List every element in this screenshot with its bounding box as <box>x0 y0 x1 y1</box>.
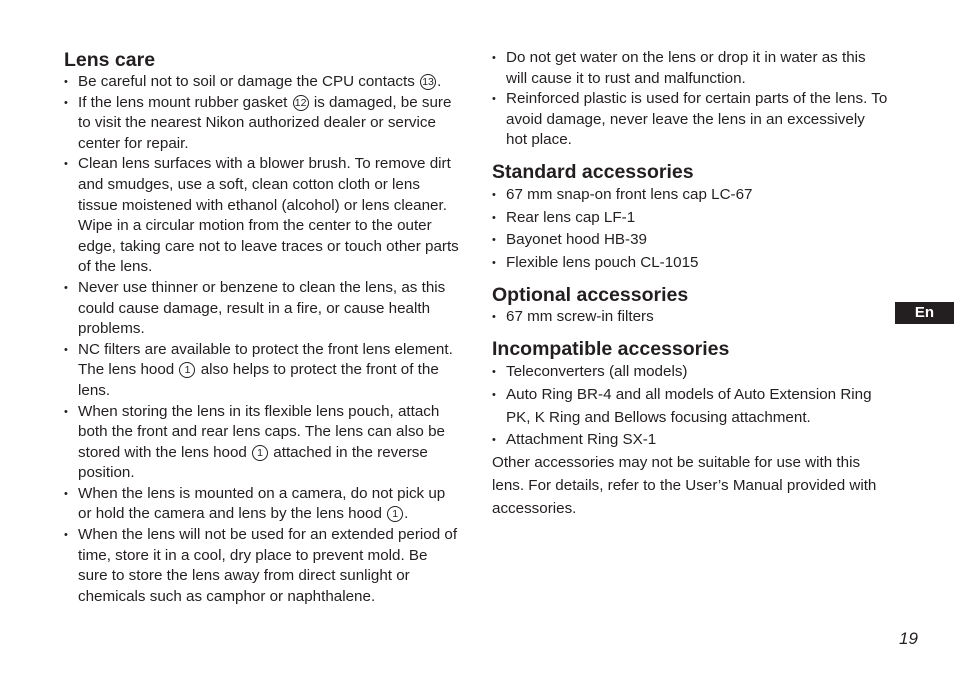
incompatible-accessories-heading: Incompatible accessories <box>492 338 730 361</box>
list-item: • When the lens is mounted on a camera, do not pick up or hold the camera and lens by the lens hood 1 . <box>64 484 460 525</box>
optional-accessories-list <box>492 307 890 328</box>
list-item: • Clean lens surfaces with a blower brush. To remove dirt and smudges, use a soft, clean cotton cloth or lens tissue moistened with ethanol (alcohol) or lens cleaner. Wipe in a circular motion from the center to the outer edge, taking care not to leave traces or touch other parts of the lens. <box>64 154 460 278</box>
list-item: • 67 mm screw-in filters <box>492 307 890 328</box>
language-tab: En <box>895 302 954 324</box>
incompatible-accessories-note: Other accessories may not be suitable for use with this lens. For details, refer to the User’s Manual provided with accessories. <box>492 454 877 517</box>
lens-care-list <box>64 72 460 607</box>
list-item: • NC filters are available to protect the front lens element. The lens hood 1 also helps to protect the front of the lens. <box>64 340 460 402</box>
list-item: • When storing the lens in its flexible lens pouch, attach both the front and rear lens caps. The lens can also be stored with the lens hood 1 attached in the reverse position. <box>64 402 460 484</box>
list-item: • Do not get water on the lens or drop it in water as this will cause it to rust and malfunction. <box>492 48 890 89</box>
list-item: • Never use thinner or benzene to clean the lens, as this could cause damage, result in a fire, or cause health problems. <box>64 278 460 340</box>
standard-accessories-list <box>492 184 890 275</box>
list-item: • 67 mm snap-on front lens cap LC-67 <box>492 184 890 207</box>
list-item: • Be careful not to soil or damage the CPU contacts 13 . <box>64 72 460 93</box>
lens-care-section <box>64 48 460 607</box>
list-item: • When the lens will not be used for an extended period of time, store it in a cool, dry place to prevent mold. Be sure to store the lens away from direct sunlight or chemicals such as camphor or naphthalene. <box>64 525 460 607</box>
page-number: 19 <box>899 629 918 648</box>
callout-marker: 1 <box>252 445 268 461</box>
list-item: • Reinforced plastic is used for certain parts of the lens. To avoid damage, never leave the lens in an excessively hot place. <box>492 89 890 151</box>
list-item: • Flexible lens pouch CL-1015 <box>492 252 890 275</box>
lens-care-heading: Lens care <box>64 49 156 71</box>
list-item: • If the lens mount rubber gasket 12 is damaged, be sure to visit the nearest Nikon authorized dealer or service center for repair. <box>64 93 460 155</box>
list-item: • Rear lens cap LF-1 <box>492 207 890 230</box>
callout-marker: 12 <box>293 95 309 111</box>
right-column <box>492 48 890 520</box>
callout-marker: 1 <box>179 362 195 378</box>
lens-care-continued-list <box>492 48 890 151</box>
list-item: • Bayonet hood HB-39 <box>492 229 890 252</box>
list-item: • Teleconverters (all models) <box>492 361 890 384</box>
list-item: • Auto Ring BR-4 and all models of Auto Extension Ring PK, K Ring and Bellows focusing attachment. <box>492 384 890 429</box>
list-item: • Attachment Ring SX-1 <box>492 429 890 452</box>
callout-marker: 1 <box>387 506 403 522</box>
standard-accessories-heading: Standard accessories <box>492 160 694 183</box>
callout-marker: 13 <box>420 74 436 90</box>
incompatible-accessories-list <box>492 361 890 452</box>
optional-accessories-heading: Optional accessories <box>492 283 689 306</box>
